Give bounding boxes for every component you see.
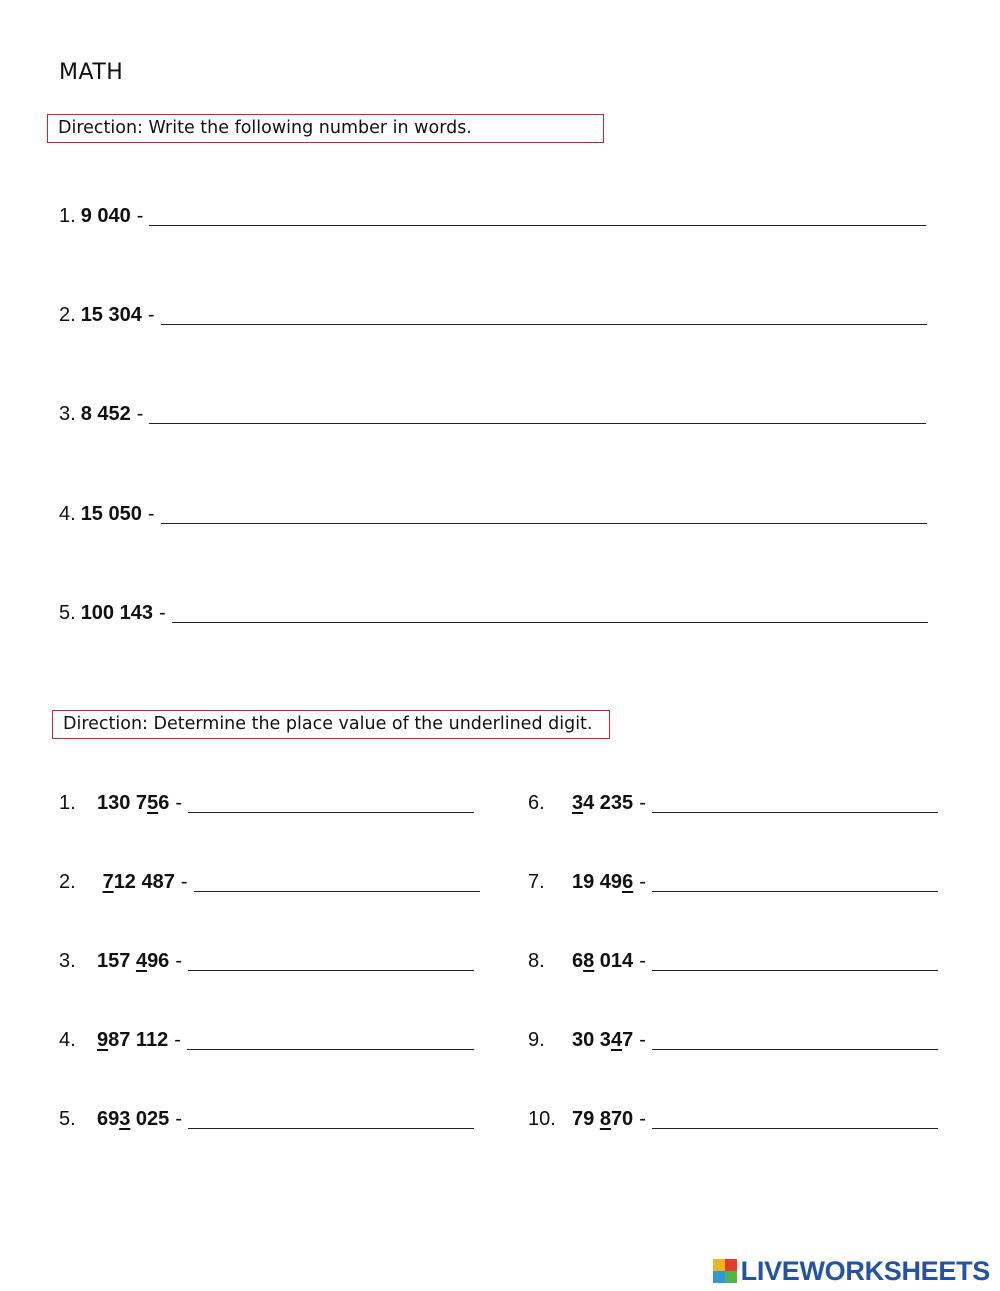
item-value: 15 304 xyxy=(80,304,142,326)
list-item xyxy=(59,943,474,973)
answer-blank[interactable] xyxy=(652,948,938,971)
item-number: 9. xyxy=(528,1029,545,1051)
item-value: 8 452 xyxy=(80,403,131,425)
item-number: 2. xyxy=(59,304,76,326)
logo-mark-icon xyxy=(713,1259,737,1283)
page-title: MATH xyxy=(59,60,124,85)
item-number: 5. xyxy=(59,1108,76,1130)
list-item xyxy=(528,1022,938,1052)
dash: - xyxy=(147,304,155,326)
list-item xyxy=(59,1101,474,1131)
answer-blank[interactable] xyxy=(149,203,926,226)
item-number: 5. xyxy=(59,602,76,624)
direction-box-words xyxy=(47,114,604,143)
item-number: 7. xyxy=(528,871,545,893)
item-value: 693 025 xyxy=(97,1108,170,1130)
underlined-digit: 6 xyxy=(622,871,634,893)
item-number: 8. xyxy=(528,950,545,972)
underlined-digit: 7 xyxy=(102,871,114,893)
list-item xyxy=(59,396,926,426)
item-number: 1. xyxy=(59,205,76,227)
list-item xyxy=(528,785,938,815)
answer-blank[interactable] xyxy=(172,600,928,623)
direction-text: Direction: Write the following number in words. xyxy=(58,118,472,138)
underlined-digit: 5 xyxy=(147,792,159,814)
answer-blank[interactable] xyxy=(188,948,474,971)
item-number: 3. xyxy=(59,403,76,425)
item-number: 6. xyxy=(528,792,545,814)
answer-blank[interactable] xyxy=(652,869,938,892)
answer-blank[interactable] xyxy=(188,1106,474,1129)
list-item xyxy=(528,1101,938,1131)
dash: - xyxy=(639,871,646,893)
item-value: 100 143 xyxy=(80,602,153,624)
underlined-digit: 8 xyxy=(599,1108,611,1130)
answer-blank[interactable] xyxy=(652,1027,938,1050)
item-value: 987 112 xyxy=(97,1029,169,1051)
underlined-digit: 3 xyxy=(119,1108,131,1130)
item-value: 34 235 xyxy=(572,792,634,814)
item-number: 10. xyxy=(528,1108,556,1130)
list-item xyxy=(528,943,938,973)
item-value: 712 487 xyxy=(102,871,175,893)
answer-blank[interactable] xyxy=(161,302,927,325)
dash: - xyxy=(136,403,144,425)
list-item xyxy=(59,864,480,894)
underlined-digit: 4 xyxy=(135,950,148,972)
dash: - xyxy=(639,950,646,972)
dash: - xyxy=(147,503,155,525)
dash: - xyxy=(158,602,166,624)
underlined-digit: 8 xyxy=(583,950,595,972)
dash: - xyxy=(175,1108,182,1130)
answer-blank[interactable] xyxy=(652,1106,938,1129)
item-value: 79 870 xyxy=(572,1108,634,1130)
list-item xyxy=(59,785,474,815)
underlined-digit: 9 xyxy=(97,1029,109,1051)
dash: - xyxy=(180,871,188,893)
dash: - xyxy=(175,950,182,972)
list-item xyxy=(528,864,938,894)
list-item xyxy=(59,1022,474,1052)
item-value: 9 040 xyxy=(80,205,131,227)
item-number: 2. xyxy=(59,871,76,893)
item-value: 15 050 xyxy=(80,503,142,525)
dash: - xyxy=(174,1029,181,1051)
item-value: 130 756 xyxy=(97,792,170,814)
item-value: 157 496 xyxy=(97,950,170,972)
item-number: 4. xyxy=(59,1029,76,1051)
list-item xyxy=(59,595,928,625)
answer-blank[interactable] xyxy=(188,790,474,813)
item-number: 3. xyxy=(59,950,76,972)
list-item xyxy=(59,198,926,228)
logo-text: LIVEWORKSHEETS xyxy=(740,1255,990,1286)
answer-blank[interactable] xyxy=(652,790,938,813)
list-item xyxy=(59,297,927,327)
answer-blank[interactable] xyxy=(194,869,480,892)
item-value: 19 496 xyxy=(572,871,634,893)
direction-box-place-value xyxy=(52,710,610,739)
dash: - xyxy=(639,1029,646,1051)
dash: - xyxy=(136,205,144,227)
answer-blank[interactable] xyxy=(149,401,926,424)
item-value: 30 347 xyxy=(572,1029,634,1051)
underlined-digit: 3 xyxy=(572,792,584,814)
answer-blank[interactable] xyxy=(187,1027,474,1050)
liveworksheets-logo xyxy=(713,1256,990,1286)
dash: - xyxy=(639,792,646,814)
list-item xyxy=(59,496,927,526)
underlined-digit: 4 xyxy=(610,1029,623,1051)
direction-text: Direction: Determine the place value of the underlined digit. xyxy=(63,714,593,734)
answer-blank[interactable] xyxy=(161,501,927,524)
dash: - xyxy=(175,792,182,814)
dash: - xyxy=(639,1108,646,1130)
item-number: 4. xyxy=(59,503,76,525)
item-number: 1. xyxy=(59,792,76,814)
item-value: 68 014 xyxy=(572,950,634,972)
